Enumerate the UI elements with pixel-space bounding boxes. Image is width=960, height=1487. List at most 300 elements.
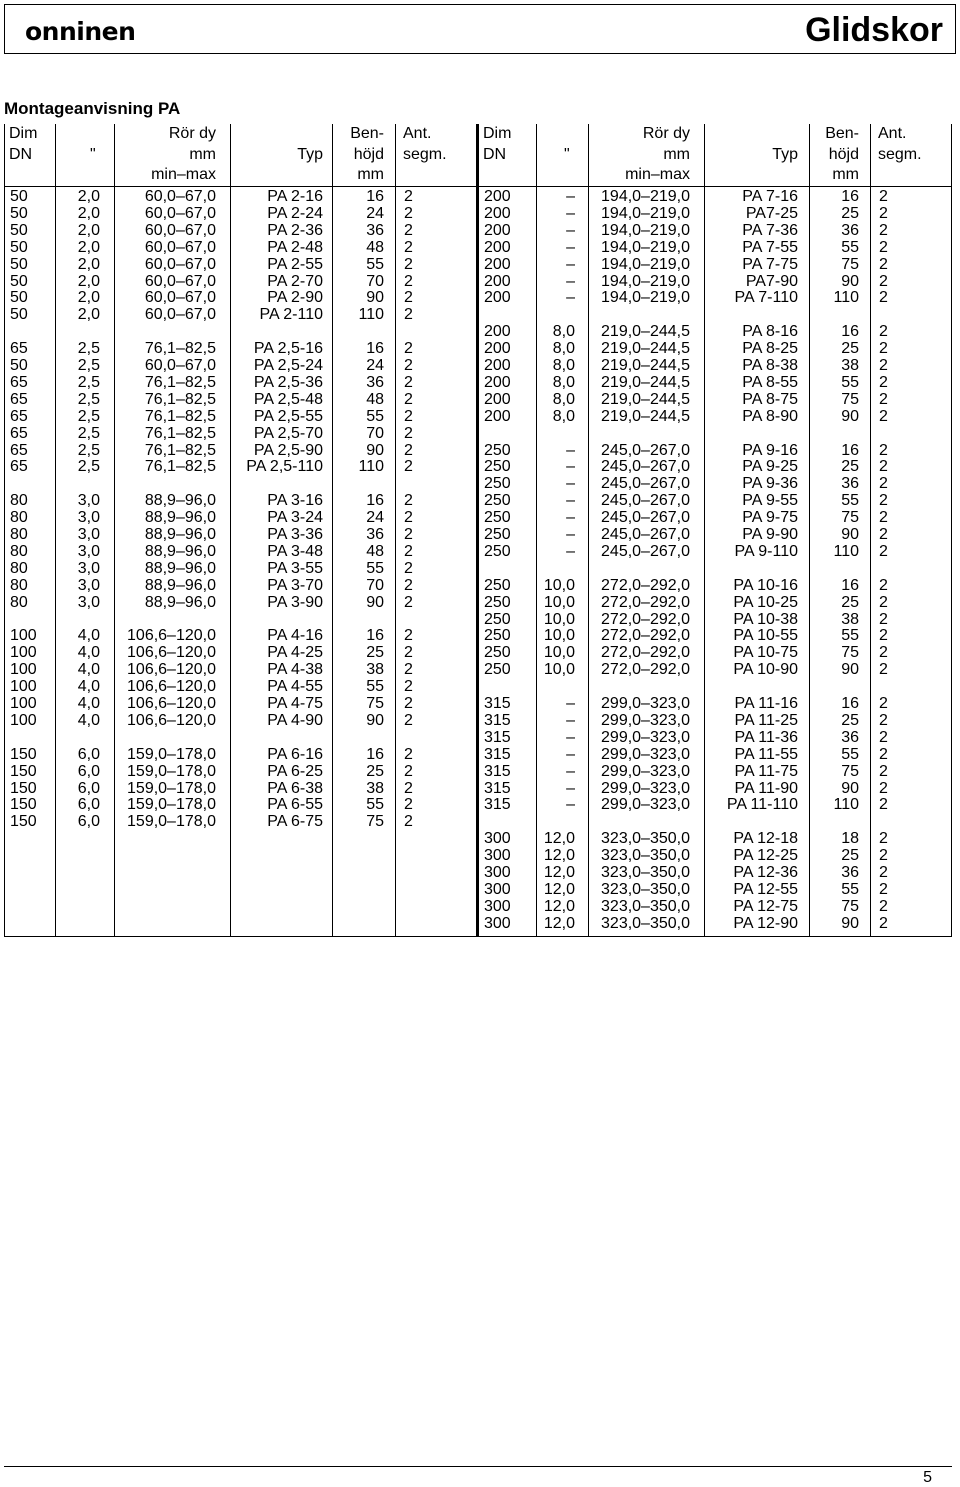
- cell-pipe-dimension: 88,9–96,0: [144, 509, 216, 527]
- cell-segments: 2: [879, 542, 888, 560]
- cell-pipe-dimension: 159,0–178,0: [127, 779, 216, 797]
- cell-pipe-dimension: 194,0–219,0: [601, 272, 690, 290]
- cell-inch: 2,5: [77, 458, 100, 476]
- cell-dim: 100: [10, 695, 37, 712]
- cell-height: 16: [841, 323, 859, 341]
- cell-inch: 8,0: [552, 340, 575, 358]
- cell-type: PA 2-90: [267, 289, 323, 307]
- cell-type: PA7-25: [745, 204, 798, 222]
- cell-pipe-dimension: 245,0–267,0: [601, 542, 690, 560]
- cell-height: 55: [366, 796, 384, 814]
- cell-dim: 250: [484, 576, 511, 594]
- cell-dim: 200: [484, 289, 511, 307]
- cell-segments: 2: [404, 204, 413, 222]
- cell-type: PA 10-38: [733, 610, 798, 628]
- cell-segments: 2: [879, 357, 888, 374]
- cell-type: PA 6-38: [267, 779, 323, 797]
- cell-pipe-dimension: 272,0–292,0: [601, 627, 690, 645]
- cell-height: 75: [841, 255, 859, 273]
- cell-segments: 2: [879, 188, 888, 205]
- cell-type: PA 3-70: [267, 576, 323, 594]
- cell-height: 36: [841, 475, 859, 493]
- cell-pipe-dimension: 219,0–244,5: [601, 407, 690, 425]
- cell-height: 90: [366, 441, 384, 459]
- cell-dim: 150: [10, 813, 37, 831]
- cell-height: 75: [841, 762, 859, 780]
- cell-pipe-dimension: 219,0–244,5: [601, 323, 690, 341]
- cell-segments: 2: [879, 576, 888, 594]
- cell-dim: 80: [10, 526, 28, 543]
- cell-segments: 2: [404, 306, 413, 324]
- column-divider: [395, 124, 396, 936]
- cell-height: 25: [366, 762, 384, 780]
- cell-height: 24: [366, 509, 384, 527]
- cell-height: 36: [841, 728, 859, 746]
- cell-height: 38: [841, 357, 859, 374]
- cell-pipe-dimension: 299,0–323,0: [601, 728, 690, 746]
- header-type: Typ: [297, 145, 323, 163]
- cell-pipe-dimension: 323,0–350,0: [601, 830, 690, 848]
- cell-inch: 4,0: [77, 627, 100, 645]
- cell-type: PA 8-90: [742, 407, 798, 425]
- cell-height: 90: [841, 661, 859, 679]
- cell-segments: 2: [879, 644, 888, 662]
- cell-pipe-dimension: 60,0–67,0: [144, 357, 216, 374]
- cell-pipe-dimension: 323,0–350,0: [601, 864, 690, 881]
- cell-pipe-dimension: 299,0–323,0: [601, 762, 690, 780]
- cell-height: 90: [366, 593, 384, 611]
- cell-inch: 8,0: [552, 407, 575, 425]
- cell-inch: 2,5: [77, 373, 100, 391]
- cell-segments: 2: [879, 796, 888, 814]
- cell-dim: 200: [484, 221, 511, 239]
- cell-segments: 2: [404, 678, 413, 696]
- cell-segments: 2: [404, 762, 413, 780]
- cell-inch: 6,0: [77, 796, 100, 814]
- cell-pipe-dimension: 60,0–67,0: [144, 289, 216, 307]
- cell-type: PA 2,5-48: [253, 390, 323, 408]
- cell-height: 25: [841, 847, 859, 865]
- cell-pipe-dimension: 159,0–178,0: [127, 745, 216, 763]
- cell-inch: 3,0: [77, 542, 100, 560]
- cell-segments: 2: [404, 644, 413, 662]
- cell-inch: 10,0: [543, 610, 575, 628]
- cell-inch: 6,0: [77, 813, 100, 831]
- cell-height: 48: [366, 238, 384, 256]
- cell-dim: 200: [484, 204, 511, 222]
- cell-dim: 65: [10, 407, 28, 425]
- cell-height: 75: [841, 390, 859, 408]
- cell-dim: 80: [10, 576, 28, 594]
- cell-height: 110: [358, 306, 384, 324]
- cell-inch: 2,5: [77, 424, 100, 442]
- cell-height: 48: [366, 390, 384, 408]
- cell-dim: 100: [10, 711, 37, 729]
- cell-type: PA 4-25: [267, 644, 323, 662]
- cell-inch: 2,0: [77, 289, 100, 307]
- cell-type: PA 10-55: [733, 627, 798, 645]
- cell-pipe-dimension: 299,0–323,0: [601, 779, 690, 797]
- cell-pipe-dimension: 299,0–323,0: [601, 695, 690, 712]
- cell-type: PA 2,5-90: [253, 441, 323, 459]
- cell-segments: 2: [404, 272, 413, 290]
- cell-inch: –: [566, 441, 575, 459]
- cell-type: PA 11-55: [734, 745, 798, 763]
- cell-pipe-dimension: 272,0–292,0: [601, 661, 690, 679]
- cell-dim: 100: [10, 661, 37, 679]
- cell-pipe-dimension: 272,0–292,0: [601, 644, 690, 662]
- cell-inch: 6,0: [77, 779, 100, 797]
- cell-pipe-dimension: 106,6–120,0: [127, 711, 216, 729]
- cell-type: PA 10-75: [733, 644, 798, 662]
- header-pipe-dimension: Rör dy mm min–max: [151, 125, 216, 183]
- brand-logo: onninen: [25, 17, 136, 46]
- column-divider: [870, 124, 871, 936]
- cell-segments: 2: [879, 289, 888, 307]
- cell-type: PA 7-16: [742, 188, 798, 205]
- cell-dim: 300: [484, 847, 511, 865]
- cell-type: PA 2-110: [259, 306, 323, 324]
- cell-pipe-dimension: 194,0–219,0: [601, 238, 690, 256]
- cell-pipe-dimension: 159,0–178,0: [127, 762, 216, 780]
- cell-dim: 65: [10, 390, 28, 408]
- cell-type: PA 2-16: [267, 188, 323, 205]
- cell-segments: 2: [879, 661, 888, 679]
- cell-type: PA 8-25: [742, 340, 798, 358]
- cell-type: PA 4-16: [267, 627, 323, 645]
- cell-height: 16: [366, 627, 384, 645]
- cell-pipe-dimension: 60,0–67,0: [144, 221, 216, 239]
- cell-segments: 2: [404, 813, 413, 831]
- cell-pipe-dimension: 76,1–82,5: [144, 407, 216, 425]
- cell-inch: 10,0: [543, 627, 575, 645]
- cell-dim: 200: [484, 407, 511, 425]
- cell-segments: 2: [404, 593, 413, 611]
- cell-dim: 65: [10, 424, 28, 442]
- cell-type: PA 11-25: [734, 711, 798, 729]
- cell-height: 55: [841, 373, 859, 391]
- cell-dim: 315: [484, 745, 511, 763]
- cell-pipe-dimension: 60,0–67,0: [144, 272, 216, 290]
- cell-dim: 100: [10, 644, 37, 662]
- cell-height: 48: [366, 542, 384, 560]
- cell-pipe-dimension: 88,9–96,0: [144, 576, 216, 594]
- header-type: Typ: [772, 145, 798, 163]
- cell-height: 90: [841, 526, 859, 543]
- cell-height: 75: [841, 509, 859, 527]
- cell-pipe-dimension: 106,6–120,0: [127, 644, 216, 662]
- cell-type: PA 12-90: [733, 914, 798, 932]
- cell-dim: 315: [484, 728, 511, 746]
- cell-segments: 2: [404, 542, 413, 560]
- cell-pipe-dimension: 76,1–82,5: [144, 373, 216, 391]
- cell-pipe-dimension: 88,9–96,0: [144, 559, 216, 577]
- cell-type: PA 2,5-24: [253, 357, 323, 374]
- cell-pipe-dimension: 245,0–267,0: [601, 475, 690, 493]
- cell-inch: 4,0: [77, 695, 100, 712]
- cell-pipe-dimension: 106,6–120,0: [127, 627, 216, 645]
- cell-inch: 4,0: [77, 711, 100, 729]
- cell-dim: 250: [484, 526, 511, 543]
- cell-type: PA 11-75: [734, 762, 798, 780]
- cell-inch: 12,0: [543, 897, 575, 915]
- footer-divider: [4, 1466, 952, 1467]
- cell-inch: 8,0: [552, 357, 575, 374]
- cell-height: 24: [366, 357, 384, 374]
- cell-inch: –: [566, 526, 575, 543]
- cell-type: PA 12-36: [733, 864, 798, 881]
- cell-type: PA 6-75: [267, 813, 323, 831]
- cell-segments: 2: [404, 492, 413, 510]
- cell-type: PA 11-36: [734, 728, 798, 746]
- cell-height: 16: [366, 492, 384, 510]
- cell-type: PA 8-38: [742, 357, 798, 374]
- cell-dim: 250: [484, 661, 511, 679]
- cell-dim: 50: [10, 357, 28, 374]
- cell-inch: 2,5: [77, 407, 100, 425]
- cell-pipe-dimension: 245,0–267,0: [601, 441, 690, 459]
- cell-height: 55: [841, 492, 859, 510]
- cell-type: PA 7-55: [742, 238, 798, 256]
- cell-pipe-dimension: 272,0–292,0: [601, 576, 690, 594]
- cell-dim: 150: [10, 796, 37, 814]
- cell-type: PA 6-55: [267, 796, 323, 814]
- cell-dim: 300: [484, 914, 511, 932]
- cell-inch: 2,5: [77, 441, 100, 459]
- cell-segments: 2: [879, 880, 888, 898]
- cell-pipe-dimension: 323,0–350,0: [601, 847, 690, 865]
- header-height: Ben- höjd mm: [350, 125, 384, 183]
- cell-type: PA 11-16: [734, 695, 798, 712]
- cell-height: 110: [833, 542, 859, 560]
- cell-type: PA 9-25: [742, 458, 798, 476]
- cell-type: PA 9-90: [742, 526, 798, 543]
- cell-inch: –: [566, 188, 575, 205]
- cell-segments: 2: [879, 238, 888, 256]
- cell-dim: 80: [10, 593, 28, 611]
- cell-dim: 200: [484, 272, 511, 290]
- cell-inch: –: [566, 796, 575, 814]
- cell-pipe-dimension: 194,0–219,0: [601, 255, 690, 273]
- cell-inch: 3,0: [77, 526, 100, 543]
- cell-segments: 2: [879, 272, 888, 290]
- cell-type: PA 2,5-55: [253, 407, 323, 425]
- cell-segments: 2: [404, 424, 413, 442]
- cell-type: PA 9-55: [742, 492, 798, 510]
- cell-pipe-dimension: 194,0–219,0: [601, 289, 690, 307]
- cell-segments: 2: [879, 610, 888, 628]
- cell-height: 90: [841, 779, 859, 797]
- cell-dim: 150: [10, 745, 37, 763]
- section-title: Montageanvisning PA: [4, 99, 181, 118]
- cell-height: 90: [841, 272, 859, 290]
- cell-pipe-dimension: 88,9–96,0: [144, 542, 216, 560]
- cell-height: 25: [841, 340, 859, 358]
- cell-pipe-dimension: 245,0–267,0: [601, 458, 690, 476]
- cell-height: 36: [366, 221, 384, 239]
- cell-type: PA 9-75: [742, 509, 798, 527]
- cell-height: 55: [841, 238, 859, 256]
- cell-type: PA 4-90: [267, 711, 323, 729]
- cell-inch: –: [566, 238, 575, 256]
- cell-height: 18: [841, 830, 859, 848]
- cell-type: PA 7-75: [742, 255, 798, 273]
- cell-segments: 2: [404, 255, 413, 273]
- cell-height: 90: [366, 711, 384, 729]
- header-segments: Ant. segm.: [403, 125, 447, 163]
- cell-dim: 65: [10, 373, 28, 391]
- cell-segments: 2: [879, 695, 888, 712]
- cell-segments: 2: [879, 914, 888, 932]
- cell-dim: 250: [484, 610, 511, 628]
- cell-type: PA 4-38: [267, 661, 323, 679]
- header-inch: ": [90, 145, 96, 163]
- cell-type: PA 3-36: [267, 526, 323, 543]
- cell-inch: –: [566, 475, 575, 493]
- cell-height: 90: [841, 407, 859, 425]
- cell-inch: –: [566, 745, 575, 763]
- cell-segments: 2: [404, 526, 413, 543]
- product-table: [4, 124, 952, 937]
- cell-segments: 2: [879, 593, 888, 611]
- cell-height: 36: [841, 221, 859, 239]
- cell-dim: 65: [10, 340, 28, 358]
- cell-height: 25: [841, 711, 859, 729]
- cell-type: PA 9-110: [734, 542, 798, 560]
- cell-type: PA 8-55: [742, 373, 798, 391]
- cell-inch: 4,0: [77, 661, 100, 679]
- cell-inch: 12,0: [543, 847, 575, 865]
- cell-height: 110: [358, 458, 384, 476]
- cell-pipe-dimension: 60,0–67,0: [144, 306, 216, 324]
- cell-inch: 2,5: [77, 340, 100, 358]
- cell-dim: 250: [484, 492, 511, 510]
- cell-segments: 2: [879, 779, 888, 797]
- cell-type: PA 3-48: [267, 542, 323, 560]
- cell-type: PA 2-55: [267, 255, 323, 273]
- cell-inch: –: [566, 695, 575, 712]
- cell-inch: 12,0: [543, 864, 575, 881]
- cell-height: 75: [366, 695, 384, 712]
- cell-inch: 2,0: [77, 221, 100, 239]
- cell-type: PA 8-16: [742, 323, 798, 341]
- cell-type: PA 8-75: [742, 390, 798, 408]
- cell-pipe-dimension: 299,0–323,0: [601, 745, 690, 763]
- header-dim: Dim DN: [483, 125, 512, 163]
- cell-height: 16: [366, 745, 384, 763]
- cell-segments: 2: [404, 796, 413, 814]
- cell-inch: 6,0: [77, 745, 100, 763]
- cell-dim: 200: [484, 188, 511, 205]
- cell-inch: –: [566, 542, 575, 560]
- cell-inch: 10,0: [543, 593, 575, 611]
- cell-inch: –: [566, 492, 575, 510]
- cell-pipe-dimension: 299,0–323,0: [601, 796, 690, 814]
- cell-height: 110: [833, 796, 859, 814]
- cell-pipe-dimension: 76,1–82,5: [144, 441, 216, 459]
- cell-segments: 2: [404, 559, 413, 577]
- cell-segments: 2: [879, 728, 888, 746]
- cell-pipe-dimension: 219,0–244,5: [601, 390, 690, 408]
- cell-segments: 2: [404, 779, 413, 797]
- cell-height: 55: [841, 627, 859, 645]
- cell-height: 25: [366, 644, 384, 662]
- cell-inch: 2,0: [77, 306, 100, 324]
- cell-dim: 80: [10, 542, 28, 560]
- column-divider: [4, 124, 5, 936]
- cell-inch: 2,0: [77, 272, 100, 290]
- cell-pipe-dimension: 60,0–67,0: [144, 255, 216, 273]
- cell-type: PA 2,5-36: [253, 373, 323, 391]
- cell-inch: –: [566, 779, 575, 797]
- cell-segments: 2: [404, 661, 413, 679]
- cell-inch: –: [566, 762, 575, 780]
- cell-height: 110: [833, 289, 859, 307]
- cell-dim: 50: [10, 188, 28, 205]
- cell-segments: 2: [879, 492, 888, 510]
- cell-type: PA 6-25: [267, 762, 323, 780]
- cell-height: 55: [366, 678, 384, 696]
- cell-dim: 300: [484, 897, 511, 915]
- cell-pipe-dimension: 272,0–292,0: [601, 593, 690, 611]
- cell-inch: –: [566, 272, 575, 290]
- cell-segments: 2: [879, 847, 888, 865]
- cell-dim: 300: [484, 830, 511, 848]
- cell-segments: 2: [879, 323, 888, 341]
- cell-type: PA 11-110: [726, 796, 798, 814]
- cell-dim: 80: [10, 492, 28, 510]
- cell-type: PA 10-25: [733, 593, 798, 611]
- cell-dim: 200: [484, 357, 511, 374]
- cell-dim: 315: [484, 711, 511, 729]
- cell-inch: 12,0: [543, 830, 575, 848]
- cell-height: 38: [841, 610, 859, 628]
- cell-pipe-dimension: 76,1–82,5: [144, 424, 216, 442]
- cell-type: PA 3-24: [267, 509, 323, 527]
- cell-height: 24: [366, 204, 384, 222]
- cell-type: PA 10-16: [733, 576, 798, 594]
- cell-segments: 2: [404, 221, 413, 239]
- cell-inch: 4,0: [77, 678, 100, 696]
- cell-height: 16: [366, 340, 384, 358]
- cell-dim: 100: [10, 627, 37, 645]
- cell-dim: 80: [10, 509, 28, 527]
- cell-segments: 2: [879, 458, 888, 476]
- cell-pipe-dimension: 76,1–82,5: [144, 458, 216, 476]
- cell-segments: 2: [404, 188, 413, 205]
- cell-dim: 300: [484, 880, 511, 898]
- cell-height: 75: [841, 644, 859, 662]
- cell-dim: 65: [10, 458, 28, 476]
- cell-dim: 50: [10, 289, 28, 307]
- cell-inch: 2,5: [77, 390, 100, 408]
- page-header: [4, 4, 956, 54]
- cell-type: PA 4-75: [267, 695, 323, 712]
- cell-segments: 2: [879, 441, 888, 459]
- cell-segments: 2: [404, 238, 413, 256]
- cell-segments: 2: [879, 711, 888, 729]
- cell-pipe-dimension: 60,0–67,0: [144, 238, 216, 256]
- cell-inch: 2,0: [77, 204, 100, 222]
- cell-segments: 2: [404, 357, 413, 374]
- cell-type: PA 3-55: [267, 559, 323, 577]
- cell-pipe-dimension: 88,9–96,0: [144, 593, 216, 611]
- cell-height: 25: [841, 593, 859, 611]
- cell-height: 36: [841, 864, 859, 881]
- cell-height: 25: [841, 204, 859, 222]
- cell-height: 75: [366, 813, 384, 831]
- cell-segments: 2: [879, 221, 888, 239]
